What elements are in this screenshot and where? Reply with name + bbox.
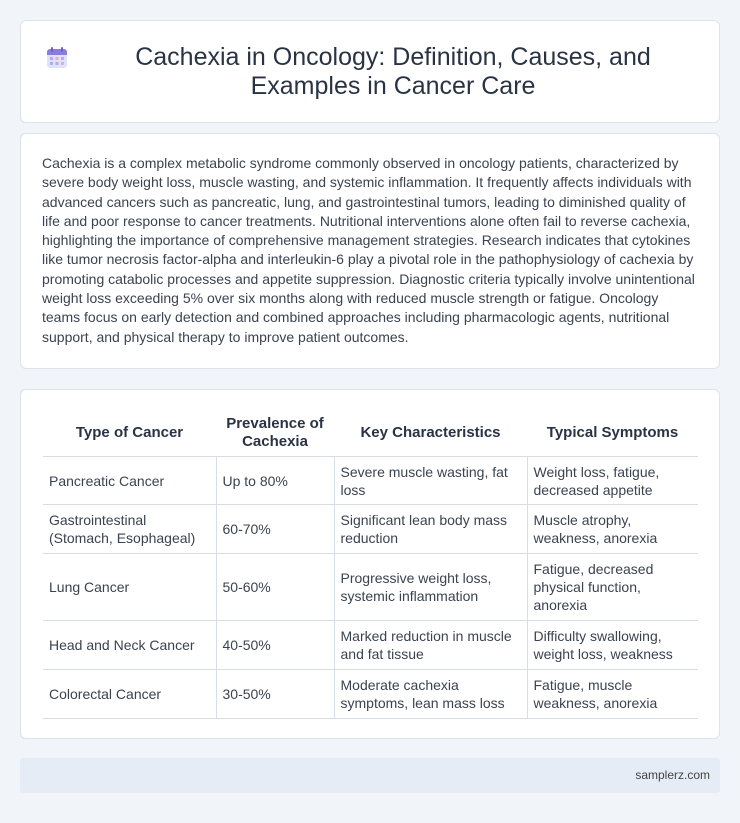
- table-row: [43, 621, 698, 670]
- intro-card: [20, 133, 720, 369]
- table-cell: 40-50%: [216, 621, 334, 670]
- table-cell: Significant lean body mass reduction: [334, 505, 527, 554]
- table-cell: 50-60%: [216, 554, 334, 621]
- table-cell: Pancreatic Cancer: [43, 457, 216, 505]
- title-card: [20, 20, 720, 123]
- table-row: [43, 670, 698, 719]
- table-cell: 60-70%: [216, 505, 334, 554]
- table-cell: Lung Cancer: [43, 554, 216, 621]
- table-cell: Gastrointestinal (Stomach, Esophageal): [43, 505, 216, 554]
- table-row: [43, 554, 698, 621]
- table-cell: Difficulty swallowing, weight loss, weakness: [527, 621, 698, 670]
- cachexia-table: [43, 410, 698, 719]
- table-row: [43, 505, 698, 554]
- calendar-icon: [45, 46, 69, 70]
- table-cell: Fatigue, decreased physical function, anorexia: [527, 554, 698, 621]
- table-header-row: [43, 410, 698, 457]
- table-cell: Weight loss, fatigue, decreased appetite: [527, 457, 698, 505]
- table-cell: Marked reduction in muscle and fat tissue: [334, 621, 527, 670]
- table-cell: Muscle atrophy, weakness, anorexia: [527, 505, 698, 554]
- column-header: Key Characteristics: [360, 424, 501, 441]
- intro-paragraph: Cachexia is a complex metabolic syndrome commonly observed in oncology patients, characterized by severe body weight loss, muscle wasting, and systemic inflammation. It frequently affects individuals with advanced cancers such as pancreatic, lung, and gastrointestinal tumors, leading to diminished quality of life and poor response to cancer treatments. Nutritional interventions alone often fail to reverse cachexia, highlighting the importance of comprehensive management strategies. Research indicates that cytokines like tumor necrosis factor-alpha and interleukin-6 play a pivotal role in the pathophysiology of cachexia by promoting catabolic processes and appetite suppression. Diagnostic criteria typically involve unintentional weight loss exceeding 5% over six months along with reduced muscle strength or fatigue. Oncology teams focus on early detection and combined approaches including pharmacologic agents, nutritional support, and physical therapy to improve patient outcomes.: [42, 155, 695, 345]
- table-cell: 30-50%: [216, 670, 334, 719]
- table-cell: Severe muscle wasting, fat loss: [334, 457, 527, 505]
- table-cell: Colorectal Cancer: [43, 670, 216, 719]
- table-card: [20, 389, 720, 739]
- column-header: Type of Cancer: [75, 424, 184, 441]
- column-header: Typical Symptoms: [546, 424, 679, 441]
- column-header: Prevalence of Cachexia: [226, 415, 324, 450]
- table-cell: Up to 80%: [216, 457, 334, 505]
- table-cell: Moderate cachexia symptoms, lean mass loss: [334, 670, 527, 719]
- table-row: [43, 457, 698, 505]
- table-cell: Fatigue, muscle weakness, anorexia: [527, 670, 698, 719]
- page-title: Cachexia in Oncology: Definition, Causes, and Examples in Cancer Care: [135, 42, 651, 100]
- source-link[interactable]: samplerz.com: [635, 768, 710, 782]
- footer-bar: [20, 758, 720, 793]
- table-cell: Progressive weight loss, systemic inflammation: [334, 554, 527, 621]
- table-cell: Head and Neck Cancer: [43, 621, 216, 670]
